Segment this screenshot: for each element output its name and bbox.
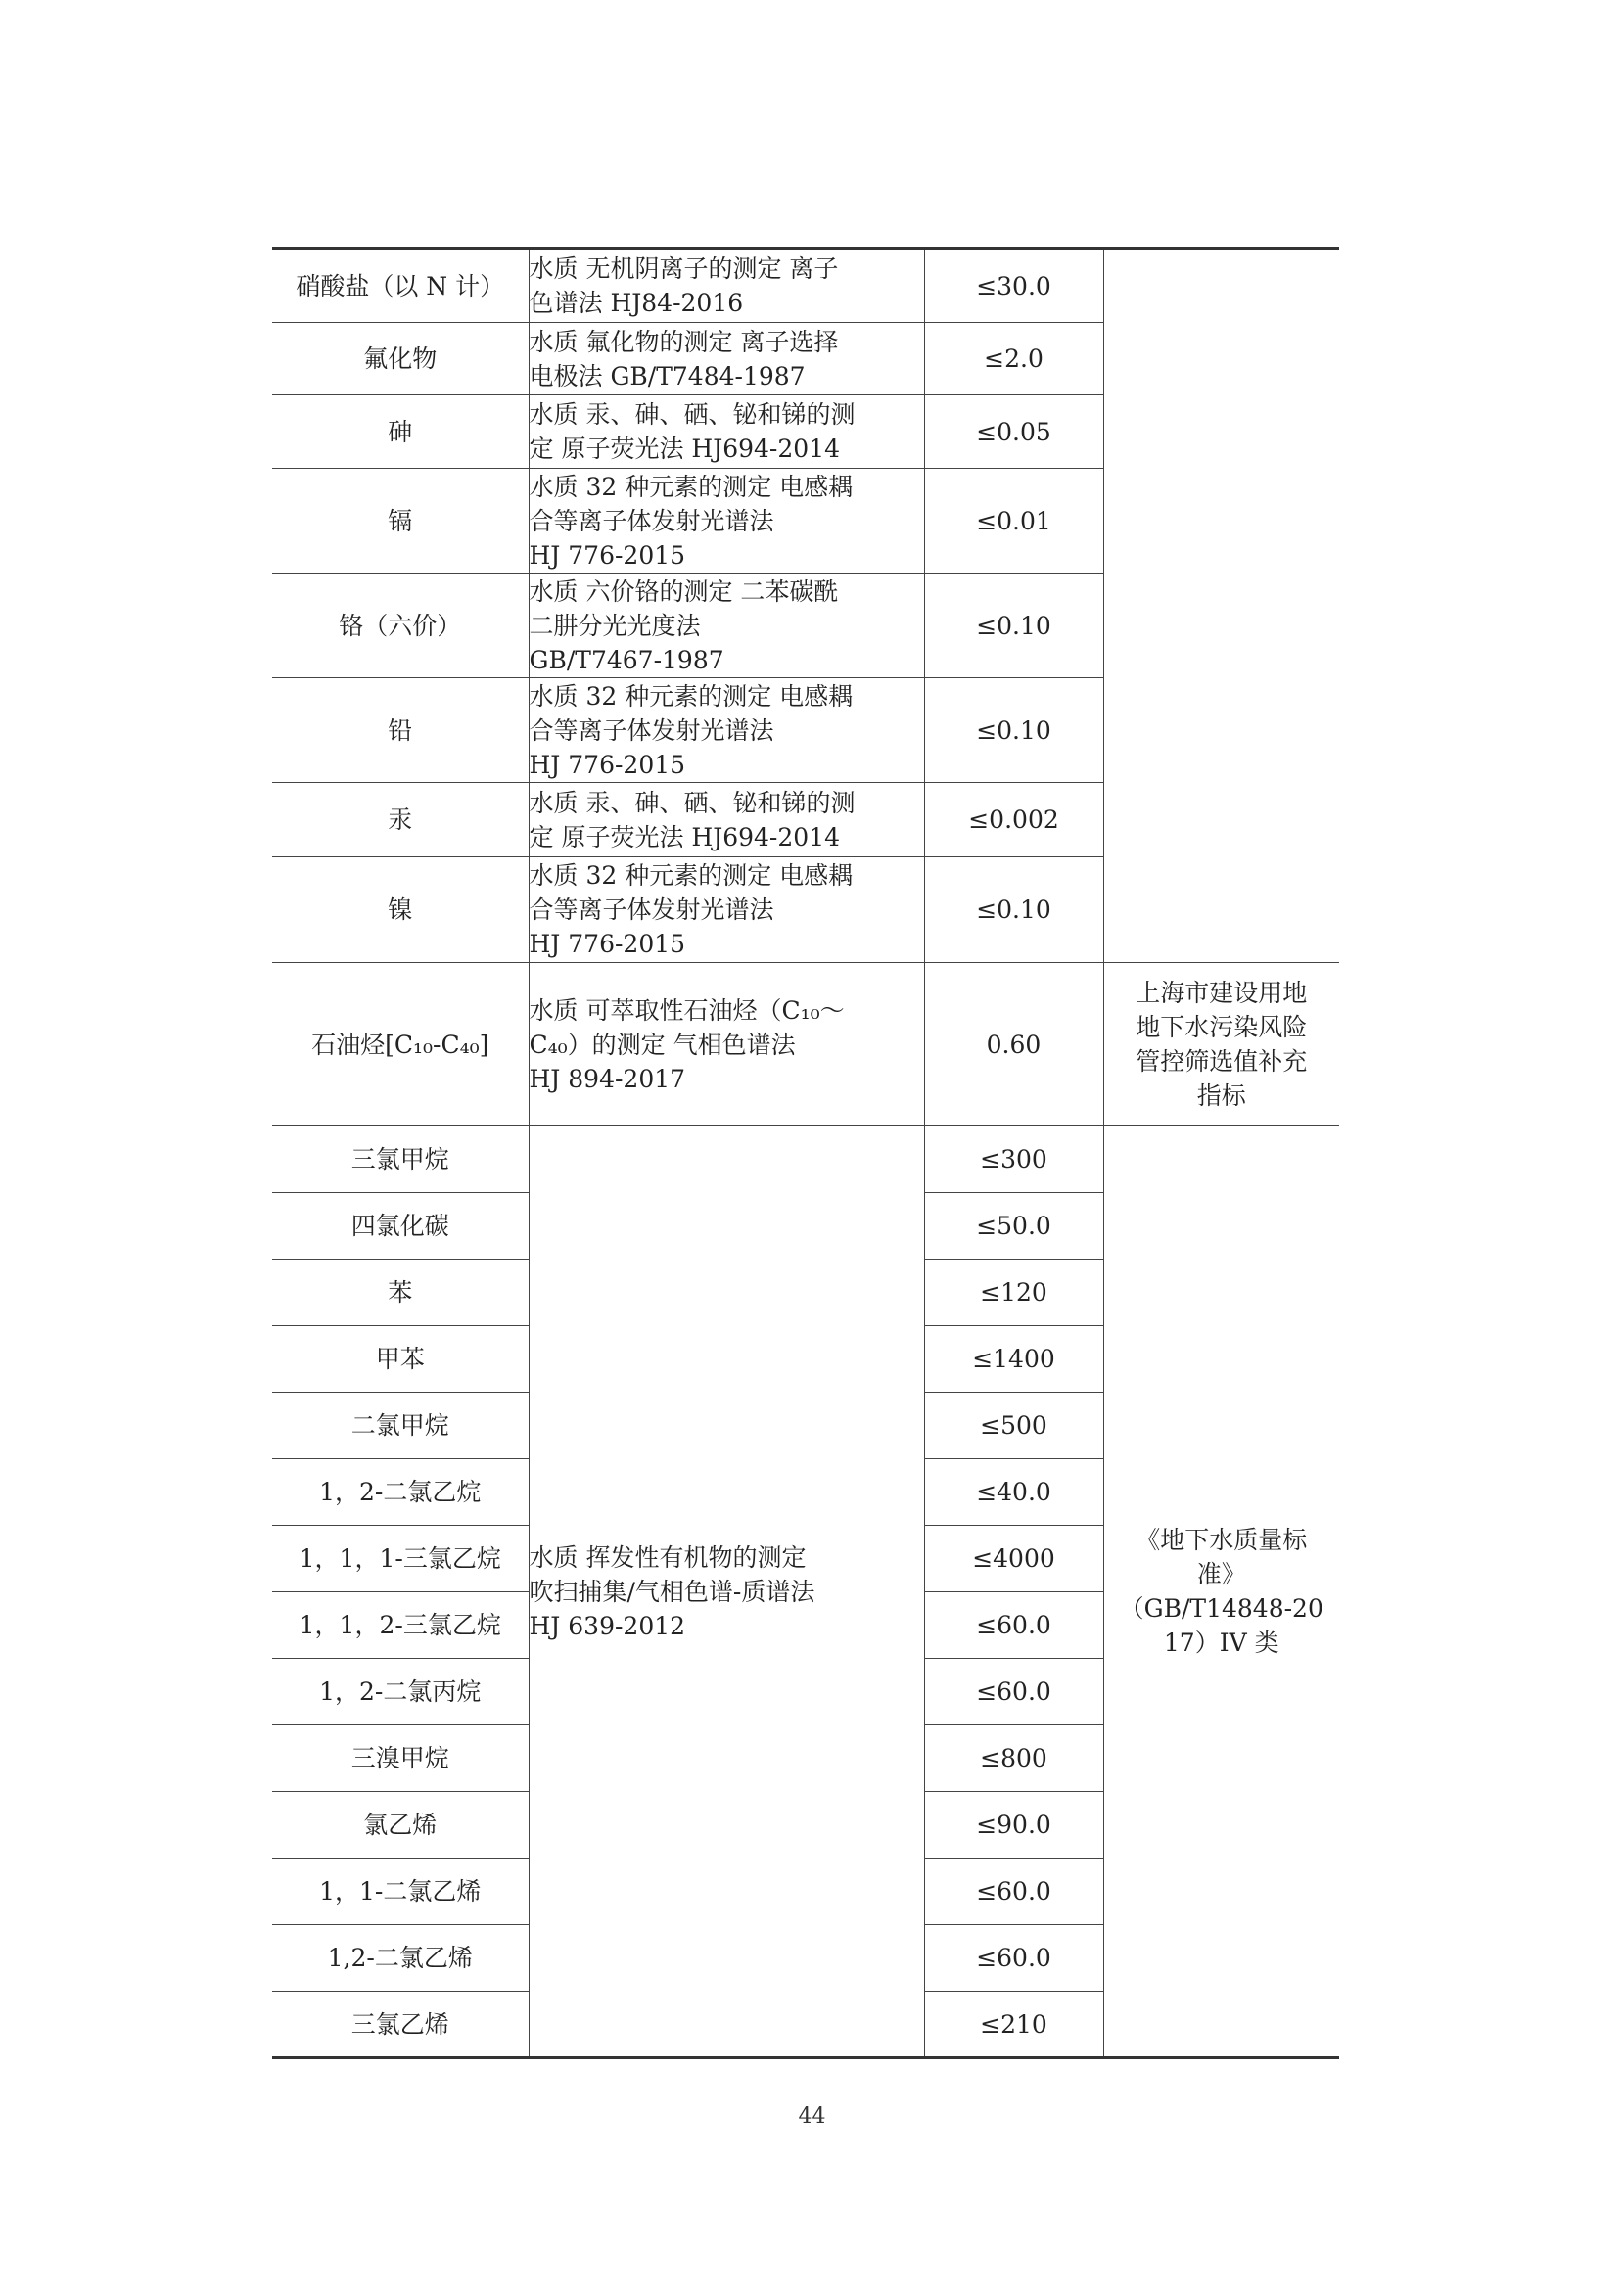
limit-cell: ≤0.10 <box>924 574 1103 678</box>
item-cell: 四氯化碳 <box>272 1193 529 1260</box>
limit-cell: ≤60.0 <box>924 1925 1103 1992</box>
method-cell: 水质 氟化物的测定 离子选择 电极法 GB/T7484-1987 <box>529 323 924 395</box>
item-cell: 1，1，1-三氯乙烷 <box>272 1526 529 1592</box>
item-cell: 1，2-二氯丙烷 <box>272 1659 529 1725</box>
method-cell: 水质 可萃取性石油烃（C₁₀～ C₄₀）的测定 气相色谱法 HJ 894-2017 <box>529 963 924 1126</box>
limit-cell: ≤0.10 <box>924 678 1103 783</box>
table-row <box>272 249 1339 323</box>
limit-cell: ≤40.0 <box>924 1459 1103 1526</box>
item-cell: 石油烃[C₁₀-C₄₀] <box>272 963 529 1126</box>
limit-cell: ≤30.0 <box>924 249 1103 323</box>
limit-cell: ≤0.05 <box>924 395 1103 469</box>
limit-cell: ≤1400 <box>924 1326 1103 1393</box>
item-cell: 汞 <box>272 783 529 857</box>
item-cell: 1，1，2-三氯乙烷 <box>272 1592 529 1659</box>
voc-method-cell: 水质 挥发性有机物的测定 吹扫捕集/气相色谱-质谱法 HJ 639-2012 <box>529 1126 924 2058</box>
item-cell: 砷 <box>272 395 529 469</box>
item-cell: 镍 <box>272 857 529 963</box>
item-cell: 三氯甲烷 <box>272 1126 529 1193</box>
item-cell: 1，1-二氯乙烯 <box>272 1859 529 1925</box>
limit-cell: ≤800 <box>924 1725 1103 1792</box>
table-row <box>272 1126 1339 1193</box>
voc-standard-cell: 《地下水质量标 准》 （GB/T14848-20 17）IV 类 <box>1103 1126 1339 2058</box>
method-cell: 水质 无机阴离子的测定 离子 色谱法 HJ84-2016 <box>529 249 924 323</box>
analysis-method-table <box>272 247 1339 2059</box>
limit-cell: ≤60.0 <box>924 1859 1103 1925</box>
limit-cell: ≤0.01 <box>924 469 1103 574</box>
method-cell: 水质 汞、砷、硒、铋和锑的测 定 原子荧光法 HJ694-2014 <box>529 395 924 469</box>
limit-cell: ≤0.002 <box>924 783 1103 857</box>
item-cell: 1，2-二氯乙烷 <box>272 1459 529 1526</box>
limit-cell: ≤60.0 <box>924 1659 1103 1725</box>
page-number: 44 <box>798 2104 826 2129</box>
limit-cell: ≤90.0 <box>924 1792 1103 1859</box>
item-cell: 铅 <box>272 678 529 783</box>
item-cell: 氟化物 <box>272 323 529 395</box>
method-cell: 水质 32 种元素的测定 电感耦 合等离子体发射光谱法 HJ 776-2015 <box>529 857 924 963</box>
item-cell: 1,2-二氯乙烯 <box>272 1925 529 1992</box>
item-cell: 氯乙烯 <box>272 1792 529 1859</box>
limit-cell: ≤60.0 <box>924 1592 1103 1659</box>
limit-cell: ≤4000 <box>924 1526 1103 1592</box>
limit-cell: ≤2.0 <box>924 323 1103 395</box>
limit-cell: ≤50.0 <box>924 1193 1103 1260</box>
limit-cell: ≤0.10 <box>924 857 1103 963</box>
standard-cell-blank <box>1103 249 1339 963</box>
standard-cell: 上海市建设用地 地下水污染风险 管控筛选值补充 指标 <box>1103 963 1339 1126</box>
item-cell: 三氯乙烯 <box>272 1992 529 2058</box>
limit-cell: ≤210 <box>924 1992 1103 2058</box>
table-row <box>272 963 1339 1126</box>
item-cell: 甲苯 <box>272 1326 529 1393</box>
item-cell: 镉 <box>272 469 529 574</box>
item-cell: 铬（六价） <box>272 574 529 678</box>
limit-cell: ≤500 <box>924 1393 1103 1459</box>
item-cell: 苯 <box>272 1260 529 1326</box>
item-cell: 硝酸盐（以 N 计） <box>272 249 529 323</box>
method-cell: 水质 32 种元素的测定 电感耦 合等离子体发射光谱法 HJ 776-2015 <box>529 678 924 783</box>
item-cell: 三溴甲烷 <box>272 1725 529 1792</box>
method-cell: 水质 汞、砷、硒、铋和锑的测 定 原子荧光法 HJ694-2014 <box>529 783 924 857</box>
limit-cell: ≤300 <box>924 1126 1103 1193</box>
limit-cell: ≤120 <box>924 1260 1103 1326</box>
limit-cell: 0.60 <box>924 963 1103 1126</box>
method-cell: 水质 六价铬的测定 二苯碳酰 二肼分光光度法 GB/T7467-1987 <box>529 574 924 678</box>
method-cell: 水质 32 种元素的测定 电感耦 合等离子体发射光谱法 HJ 776-2015 <box>529 469 924 574</box>
item-cell: 二氯甲烷 <box>272 1393 529 1459</box>
